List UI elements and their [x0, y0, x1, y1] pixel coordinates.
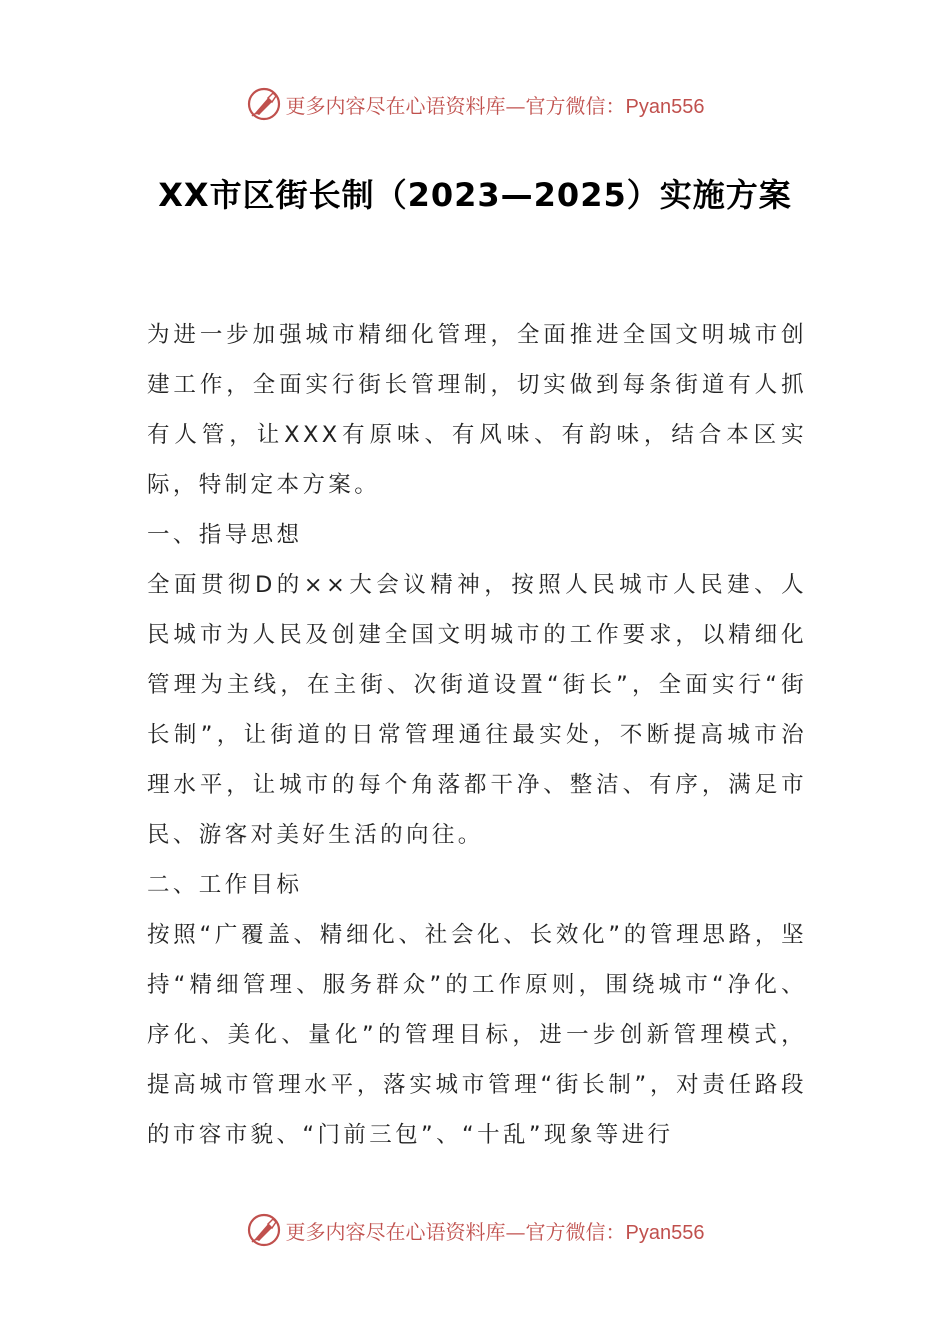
paragraph-intro: 为进一步加强城市精细化管理，全面推进全国文明城市创建工作，全面实行街长管理制，切实做到每条街道有人抓有人管，让XXX有原味、有风味、有韵味，结合本区实际，特制定本方案。 — [147, 322, 807, 498]
document-body — [147, 310, 807, 1160]
document-title: XX市区街长制（2023—2025）实施方案 — [158, 176, 792, 214]
watermark-id: Pyan556 — [625, 95, 705, 118]
paragraph-guiding-ideology: 全面贯彻D的××大会议精神，按照人民城市人民建、人民城市为人民及创建全国文明城市的工作要求，以精细化管理为主线，在主街、次街道设置“街长”，全面实行“街长制”，让街道的日常管理通往最实处，不断提高城市治理水平，让城市的每个角落都干净、整洁、有序，满足市民、游客对美好生活的向往。 — [147, 572, 807, 848]
paragraph-work-goals: 按照“广覆盖、精细化、社会化、长效化”的管理思路，坚持“精细管理、服务群众”的工作原则，围绕城市“净化、序化、美化、量化”的管理目标，进一步创新管理模式，提高城市管理水平，落实城市管理“街长制”，对责任路段的市容市貌、“门前三包”、“十乱”现象等进行 — [147, 922, 807, 1148]
watermark-text: 更多内容尽在心语资料库—官方微信： — [285, 1219, 626, 1244]
watermark-text: 更多内容尽在心语资料库—官方微信： — [285, 93, 626, 118]
watermark-footer — [0, 1210, 950, 1250]
watermark-id: Pyan556 — [625, 1221, 705, 1244]
heading-work-goals: 二、工作目标 — [147, 872, 303, 898]
heading-guiding-ideology: 一、指导思想 — [147, 522, 303, 548]
pen-nib-icon — [246, 1212, 282, 1248]
pen-nib-icon — [246, 86, 282, 122]
watermark-header — [0, 84, 950, 124]
